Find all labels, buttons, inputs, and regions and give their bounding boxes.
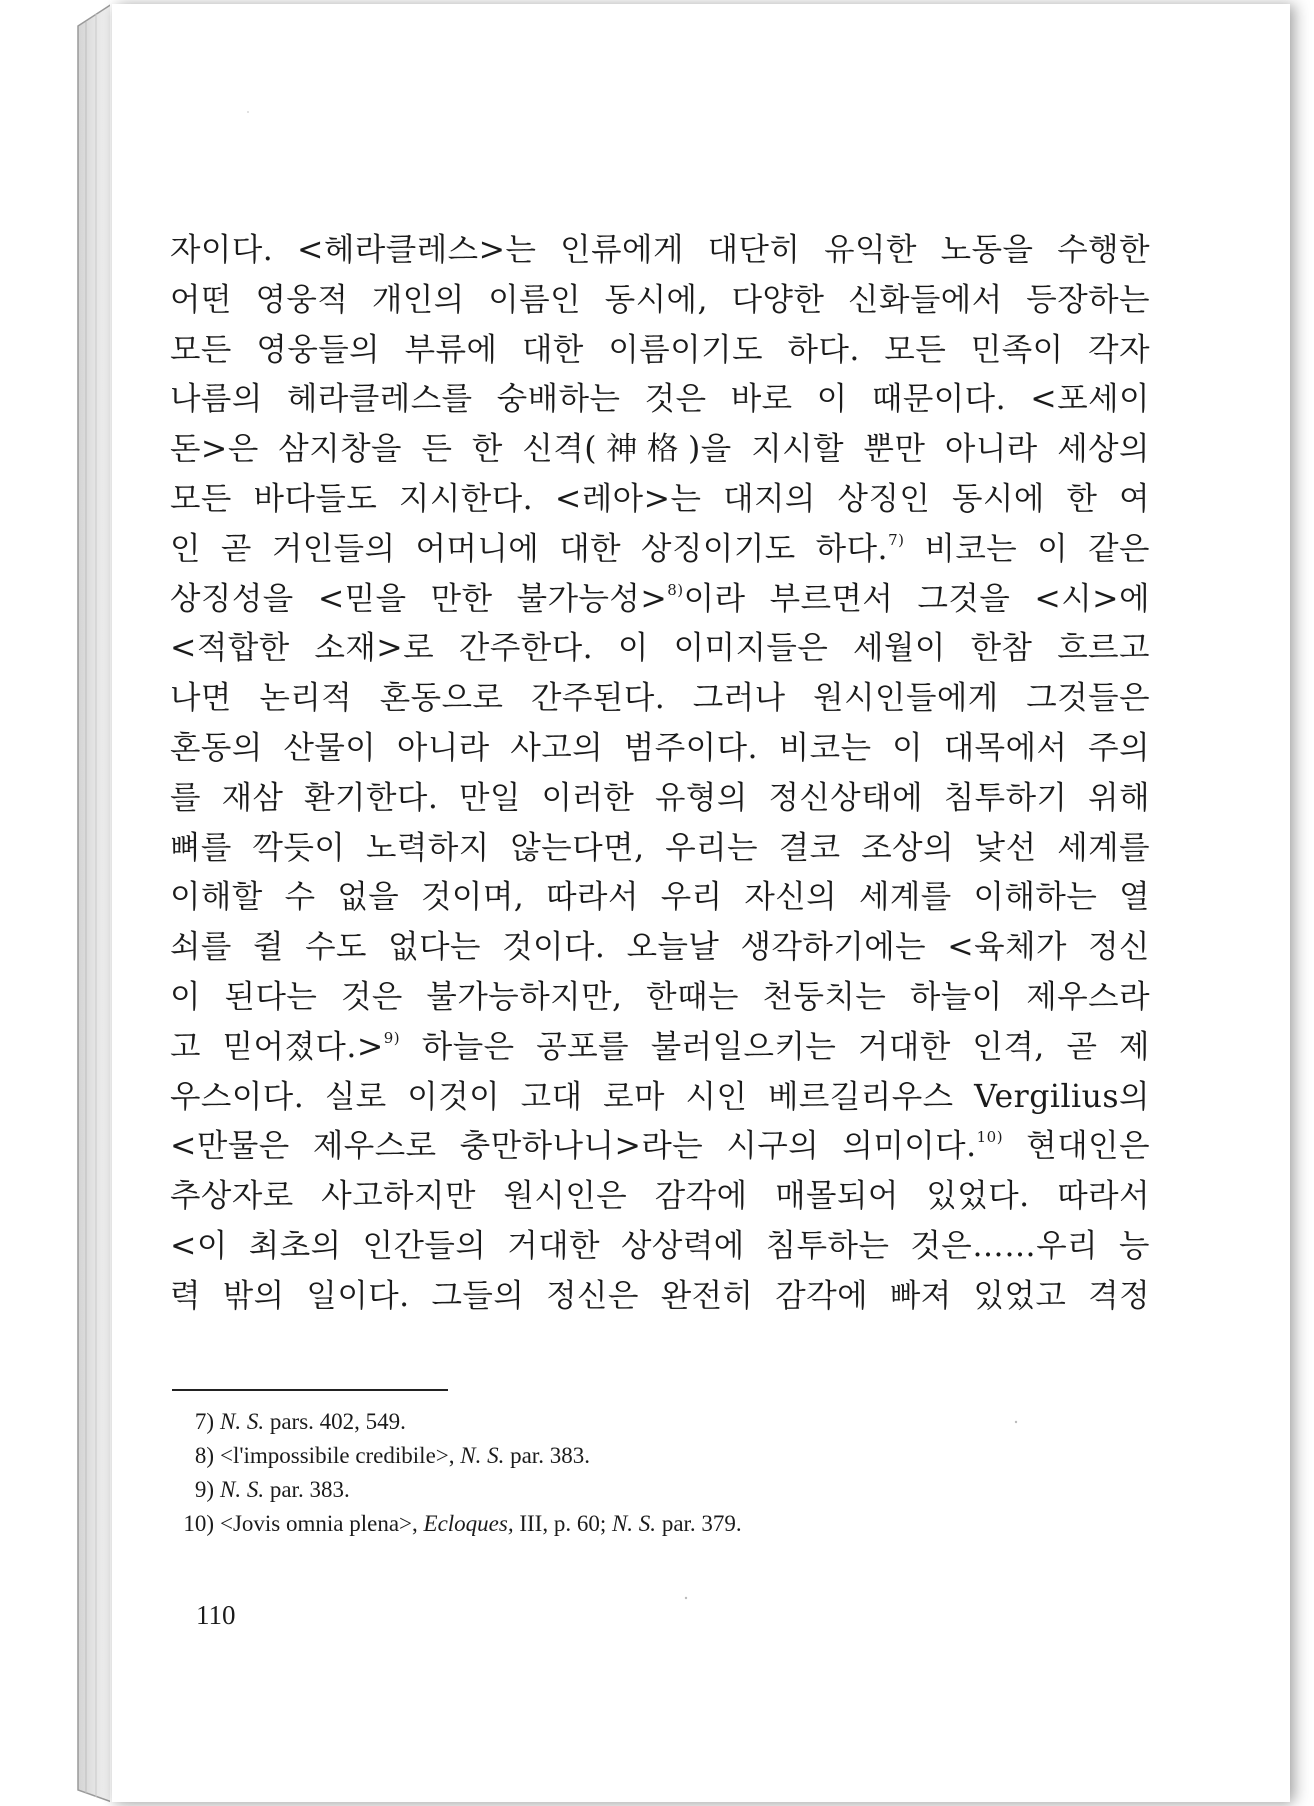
text-line [170,1023,1150,1073]
text-line: 모든 영웅들의 부류에 대한 이름이기도 하다. 모든 민족이 각자 [170,331,1150,368]
footnote-ref-7: 7) [888,530,905,549]
quoted-phrase: <Jovis omnia plena>, [220,1511,424,1536]
text-line: 뼈를 깍듯이 노력하지 않는다면, 우리는 결코 조상의 낯선 세계를 [170,829,1150,866]
source-abbrev: N. S. [220,1409,265,1434]
footnote-number: 8) [194,1443,214,1468]
text-line: 자이다. <헤라클레스>는 인류에게 대단히 유익한 노동을 수행한 [170,232,1150,268]
text-fragment: <만물은 제우스로 충만하나니>라는 시구의 의미이다. [170,1128,977,1165]
text-line: 혼동의 산물이 아니라 사고의 범주이다. 비코는 이 대목에서 주의 [170,729,1150,766]
book-spine-edge [0,0,110,1806]
text-fragment: 하늘은 공포를 불러일으키는 거대한 인격, 곧 제 [400,1028,1150,1065]
footnote-8 [170,1439,1070,1473]
text-line: 를 재삼 환기한다. 만일 이러한 유형의 정신상태에 침투하기 위해 [170,779,1150,816]
text-fragment: 이라 부르면서 그것을 <시>에 [683,580,1150,617]
text-line [170,1122,1150,1172]
footnote-divider [172,1389,448,1391]
text-line [170,575,1150,625]
footnote-text: par. 379. [656,1511,742,1536]
footnote-9 [170,1473,1070,1507]
text-fragment: 비코는 이 같은 [904,530,1150,567]
footnote-10 [170,1507,1070,1541]
text-line: 쇠를 쥘 수도 없다는 것이다. 오늘날 생각하기에는 <육체가 정신 [170,929,1150,966]
quoted-phrase: <l'impossibile credibile>, [220,1443,461,1468]
text-line: 이 된다는 것은 불가능하지만, 한때는 천둥치는 하늘이 제우스라 [170,978,1150,1015]
page-number: 110 [196,1600,236,1630]
footnotes [170,1405,1070,1541]
text-fragment: 인 곧 거인들의 어머니에 대한 상징이기도 하다. [170,530,889,567]
footnote-body [220,1473,350,1507]
text-line: 어떤 영웅적 개인의 이름인 동시에, 다양한 신화들에서 등장하는 [170,281,1150,318]
footnote-7 [170,1405,1070,1439]
text-line: 우스이다. 실로 이것이 고대 로마 시인 베르길리우스 Vergilius의 [170,1078,1150,1115]
source-abbrev: N. S. [611,1511,657,1536]
footnote-number: 9) [194,1477,214,1502]
footnote-text: III, p. 60; [513,1511,612,1536]
footnote-text: pars. 402, 549. [264,1409,406,1434]
footnote-text: par. 383. [504,1443,590,1468]
footnote-ref-8: 8) [667,580,684,599]
text-line: 추상자로 사고하지만 원시인은 감각에 매몰되어 있었다. 따라서 [170,1178,1150,1215]
text-fragment: 고 믿어졌다.> [170,1028,384,1065]
text-line: <적합한 소재>로 간주한다. 이 이미지들은 세월이 한참 흐르고 [170,630,1150,667]
footnote-ref-9: 9) [383,1028,401,1047]
source-title: Ecloques, [423,1511,514,1536]
body-text [170,226,1150,1322]
text-line: 력 밖의 일이다. 그들의 정신은 완전히 감각에 빠져 있었고 격정 [170,1277,1150,1314]
text-line: 돈>은 삼지창을 든 한 신격(神格)을 지시할 뿐만 아니라 세상의 [170,431,1150,468]
text-fragment: 현대인은 [1003,1128,1150,1165]
text-line: 나름의 헤라클레스를 숭배하는 것은 바로 이 때문이다. <포세이 [170,381,1150,418]
footnote-number: 10) [183,1511,214,1536]
footnote-body [220,1405,406,1439]
footnote-body [220,1439,590,1473]
text-line: 이해할 수 없을 것이며, 따라서 우리 자신의 세계를 이해하는 열 [170,879,1150,916]
footnote-body [220,1507,742,1541]
text-fragment: 상징성을 <믿을 만한 불가능성> [170,580,668,617]
footnote-ref-10: 10) [976,1128,1004,1147]
footnote-number: 7) [194,1409,214,1434]
text-line: <이 최초의 인간들의 거대한 상상력에 침투하는 것은……우리 능 [170,1227,1150,1264]
text-line: 나면 논리적 혼동으로 간주된다. 그러나 원시인들에게 그것들은 [170,680,1150,717]
source-abbrev: N. S. [220,1477,265,1502]
text-line: 모든 바다들도 지시한다. <레아>는 대지의 상징인 동시에 한 여 [170,480,1150,517]
source-abbrev: N. S. [460,1443,505,1468]
footnote-text: par. 383. [264,1477,350,1502]
text-line [170,525,1150,575]
